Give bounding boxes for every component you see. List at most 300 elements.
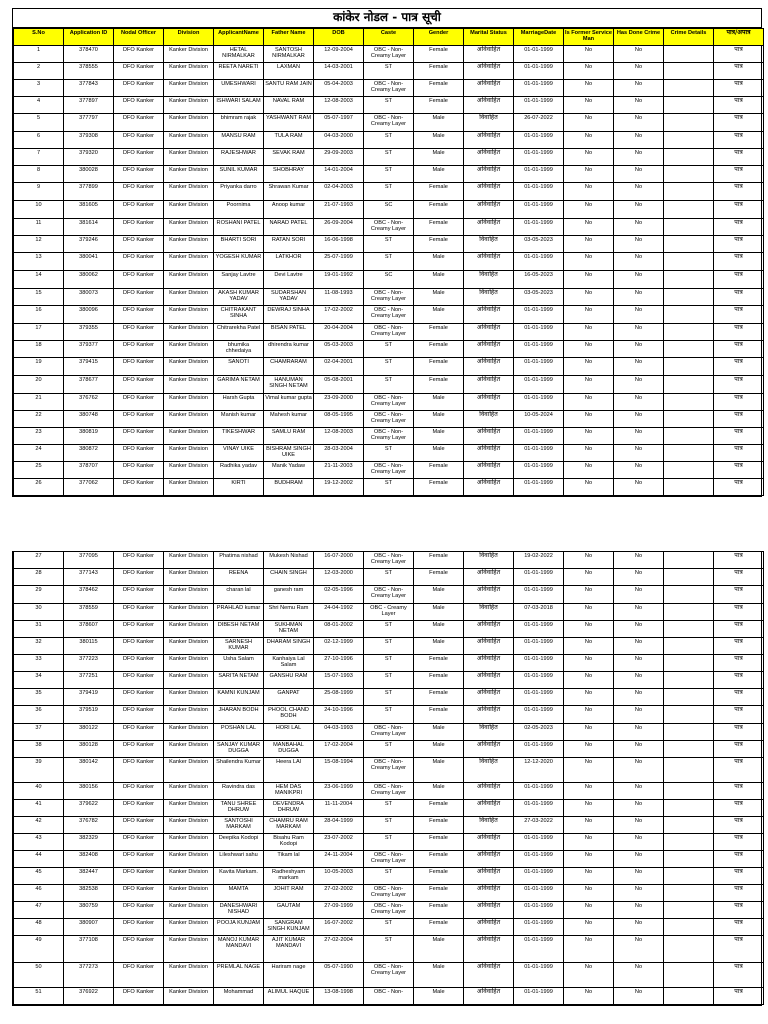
table-cell: BISAN PATEL bbox=[264, 324, 314, 341]
table-cell: No bbox=[564, 341, 614, 358]
table-cell: Female bbox=[414, 97, 464, 114]
table-cell: No bbox=[614, 324, 664, 341]
table-cell: पात्र bbox=[714, 758, 764, 783]
table-cell: Harsh Gupta bbox=[214, 394, 264, 411]
table-cell: 01-01-1999 bbox=[514, 219, 564, 236]
table-cell bbox=[664, 341, 714, 358]
table-cell: 02-05-1996 bbox=[314, 586, 364, 604]
table-cell: 39 bbox=[14, 758, 64, 783]
table-cell: Female bbox=[414, 672, 464, 689]
table-cell: अविवाहित bbox=[464, 868, 514, 885]
table-cell: 12-09-2004 bbox=[314, 46, 364, 63]
table-cell: 41 bbox=[14, 800, 64, 817]
table-cell: Kanker Division bbox=[164, 271, 214, 289]
table-cell: No bbox=[564, 868, 614, 885]
table-cell: DFO Kanker bbox=[114, 817, 164, 834]
table-cell: 12 bbox=[14, 236, 64, 253]
table-cell: 02-04-2003 bbox=[314, 183, 364, 201]
table-cell: OBC - Non-Creamy Layer bbox=[364, 902, 414, 919]
table-cell: 379377 bbox=[64, 341, 114, 358]
table-cell bbox=[664, 586, 714, 604]
table-cell: No bbox=[614, 604, 664, 621]
table-cell: 379246 bbox=[64, 236, 114, 253]
table-cell: 01-01-1999 bbox=[514, 936, 564, 963]
table-cell: Kanker Division bbox=[164, 149, 214, 166]
table-cell: अविवाहित bbox=[464, 936, 514, 963]
table-cell: Male bbox=[414, 758, 464, 783]
table-cell bbox=[664, 201, 714, 219]
table-cell bbox=[664, 394, 714, 411]
table-cell: Female bbox=[414, 800, 464, 817]
table-row bbox=[14, 724, 764, 741]
table-cell: No bbox=[614, 552, 664, 569]
table-cell: पात्र bbox=[714, 63, 764, 80]
table-cell: अविवाहित bbox=[464, 963, 514, 988]
table-cell: पात्र bbox=[714, 689, 764, 706]
table-cell: CHITRAKANT SINHA bbox=[214, 306, 264, 324]
table-cell: 6 bbox=[14, 132, 64, 149]
table-cell: 20-04-2004 bbox=[314, 324, 364, 341]
table-cell: विवाहित bbox=[464, 411, 514, 428]
table-cell: Kanker Division bbox=[164, 604, 214, 621]
table-cell: MANOJ KUMAR MANDAVI bbox=[214, 936, 264, 963]
column-header: Gender bbox=[414, 29, 464, 46]
table-cell: No bbox=[564, 219, 614, 236]
table-cell bbox=[664, 783, 714, 800]
table-cell: TANU SHREE DHRUW bbox=[214, 800, 264, 817]
column-header: Has Done Crime bbox=[614, 29, 664, 46]
table-cell: No bbox=[614, 689, 664, 706]
table-cell: 379308 bbox=[64, 132, 114, 149]
table-cell: Kanker Division bbox=[164, 132, 214, 149]
table-cell: REETA NARETI bbox=[214, 63, 264, 80]
table-cell: OBC - Non-Creamy Layer bbox=[364, 394, 414, 411]
table-cell: OBC - Non-Creamy Layer bbox=[364, 219, 414, 236]
table-cell: No bbox=[564, 817, 614, 834]
table-cell: Deepika Kodopi bbox=[214, 834, 264, 851]
table-cell: NAVAL RAM bbox=[264, 97, 314, 114]
table-cell: 45 bbox=[14, 868, 64, 885]
table-cell: Female bbox=[414, 219, 464, 236]
table-cell: No bbox=[614, 672, 664, 689]
table-cell bbox=[664, 800, 714, 817]
table-cell: DFO Kanker bbox=[114, 114, 164, 132]
table-cell: Poornima bbox=[214, 201, 264, 219]
table-cell: DFO Kanker bbox=[114, 97, 164, 114]
table-cell bbox=[664, 885, 714, 902]
table-cell: ST bbox=[364, 376, 414, 394]
table-cell: विवाहित bbox=[464, 271, 514, 289]
table-cell: No bbox=[614, 132, 664, 149]
table-cell bbox=[664, 80, 714, 97]
table-cell: 24-11-2004 bbox=[314, 851, 364, 868]
table-cell: 37 bbox=[14, 724, 64, 741]
table-cell: DFO Kanker bbox=[114, 462, 164, 479]
table-row bbox=[14, 885, 764, 902]
table-cell: Male bbox=[414, 166, 464, 183]
table-cell: 16 bbox=[14, 306, 64, 324]
table-cell: 377223 bbox=[64, 655, 114, 672]
table-cell: Kanker Division bbox=[164, 885, 214, 902]
table-cell: 40 bbox=[14, 783, 64, 800]
table-cell: OBC - Non-Creamy Layer bbox=[364, 46, 414, 63]
table-cell: Female bbox=[414, 358, 464, 376]
table-cell: 14 bbox=[14, 271, 64, 289]
table-row bbox=[14, 569, 764, 586]
table-cell: 16-07-2000 bbox=[314, 552, 364, 569]
table-cell: DFO Kanker bbox=[114, 149, 164, 166]
table-cell: GANPAT bbox=[264, 689, 314, 706]
table-cell: No bbox=[614, 936, 664, 963]
table-cell: DFO Kanker bbox=[114, 689, 164, 706]
table-cell: 35 bbox=[14, 689, 64, 706]
table-cell: SEVAK RAM bbox=[264, 149, 314, 166]
table-cell bbox=[664, 834, 714, 851]
table-cell: YASHWANT RAM bbox=[264, 114, 314, 132]
table-cell bbox=[664, 306, 714, 324]
table-cell bbox=[664, 741, 714, 758]
table-cell: अविवाहित bbox=[464, 132, 514, 149]
table-cell: Kanker Division bbox=[164, 479, 214, 496]
table-cell: विवाहित bbox=[464, 114, 514, 132]
table-cell: पात्र bbox=[714, 306, 764, 324]
table-cell: DEVENDRA DHRUW bbox=[264, 800, 314, 817]
table-cell: पात्र bbox=[714, 902, 764, 919]
table-cell: 01-01-1999 bbox=[514, 46, 564, 63]
table-cell: Female bbox=[414, 851, 464, 868]
table-cell: 27 bbox=[14, 552, 64, 569]
table-row bbox=[14, 183, 764, 201]
table-cell: DFO Kanker bbox=[114, 604, 164, 621]
table-cell: 05-07-1997 bbox=[314, 114, 364, 132]
table-cell: ST bbox=[364, 706, 414, 724]
table-cell: Female bbox=[414, 201, 464, 219]
table-cell: OBC - Non- bbox=[364, 988, 414, 1005]
table-cell: Hariram nage bbox=[264, 963, 314, 988]
table-cell: No bbox=[564, 834, 614, 851]
table-cell: DFO Kanker bbox=[114, 552, 164, 569]
table-cell: DFO Kanker bbox=[114, 902, 164, 919]
table-cell: Manik Yadaw bbox=[264, 462, 314, 479]
table-cell: 01-01-1999 bbox=[514, 834, 564, 851]
table-cell: पात्र bbox=[714, 988, 764, 1005]
table-cell: OBC - Non-Creamy Layer bbox=[364, 783, 414, 800]
table-cell bbox=[664, 604, 714, 621]
table-cell: Female bbox=[414, 376, 464, 394]
table-cell: Female bbox=[414, 689, 464, 706]
table-cell: पात्र bbox=[714, 672, 764, 689]
table-cell: 43 bbox=[14, 834, 64, 851]
table-cell: पात्र bbox=[714, 97, 764, 114]
table-cell: 11-11-2004 bbox=[314, 800, 364, 817]
table-cell: 376922 bbox=[64, 988, 114, 1005]
table-cell bbox=[664, 569, 714, 586]
table-cell: ST bbox=[364, 834, 414, 851]
table-cell: No bbox=[564, 97, 614, 114]
table-row bbox=[14, 800, 764, 817]
table-cell: No bbox=[564, 569, 614, 586]
table-cell: 377273 bbox=[64, 963, 114, 988]
table-cell: Kanker Division bbox=[164, 800, 214, 817]
column-header: पात्र/अपात्र bbox=[714, 29, 764, 46]
table-cell: No bbox=[564, 902, 614, 919]
table-cell: 11 bbox=[14, 219, 64, 236]
table-cell: No bbox=[614, 219, 664, 236]
table-cell: DFO Kanker bbox=[114, 376, 164, 394]
table-cell: 02-12-1999 bbox=[314, 638, 364, 655]
table-cell: SHOBHRAY bbox=[264, 166, 314, 183]
table-cell: 23-07-2002 bbox=[314, 834, 364, 851]
table-cell: अविवाहित bbox=[464, 586, 514, 604]
table-cell: 379419 bbox=[64, 689, 114, 706]
table-cell: Kanker Division bbox=[164, 817, 214, 834]
table-cell: BISHRAM SINGH UIKE bbox=[264, 445, 314, 462]
table-cell: पात्र bbox=[714, 783, 764, 800]
table-cell: 4 bbox=[14, 97, 64, 114]
table-row bbox=[14, 236, 764, 253]
table-cell: Male bbox=[414, 394, 464, 411]
table-cell: Male bbox=[414, 741, 464, 758]
table-cell: No bbox=[614, 462, 664, 479]
table-cell: DFO Kanker bbox=[114, 963, 164, 988]
table-cell: Kanker Division bbox=[164, 919, 214, 936]
table-cell: No bbox=[564, 638, 614, 655]
column-header: S.No bbox=[14, 29, 64, 46]
table-cell: SC bbox=[364, 271, 414, 289]
table-cell: ST bbox=[364, 63, 414, 80]
table-cell: 16-07-2002 bbox=[314, 919, 364, 936]
table-row bbox=[14, 783, 764, 800]
table-cell: OBC - Non-Creamy Layer bbox=[364, 885, 414, 902]
table-row bbox=[14, 358, 764, 376]
table-cell: ST bbox=[364, 800, 414, 817]
table-cell: 15-08-1994 bbox=[314, 758, 364, 783]
table-cell: पात्र bbox=[714, 358, 764, 376]
table-cell bbox=[664, 271, 714, 289]
table-cell: 01-01-1999 bbox=[514, 428, 564, 445]
table-cell bbox=[664, 114, 714, 132]
table-cell: Male bbox=[414, 724, 464, 741]
table-cell: Male bbox=[414, 149, 464, 166]
table-cell: Devi Lavtre bbox=[264, 271, 314, 289]
table-cell bbox=[664, 445, 714, 462]
table-row bbox=[14, 479, 764, 496]
table-cell: 9 bbox=[14, 183, 64, 201]
table-cell: No bbox=[614, 851, 664, 868]
column-header: Father Name bbox=[264, 29, 314, 46]
table-cell: 380028 bbox=[64, 166, 114, 183]
table-cell: 377108 bbox=[64, 936, 114, 963]
table-cell: ganesh ram bbox=[264, 586, 314, 604]
table-cell: 21-07-1993 bbox=[314, 201, 364, 219]
table-row bbox=[14, 289, 764, 306]
table-cell: 379622 bbox=[64, 800, 114, 817]
table-cell: ISHWARI SALAM bbox=[214, 97, 264, 114]
table-cell: अविवाहित bbox=[464, 851, 514, 868]
table-cell: 01-01-1999 bbox=[514, 919, 564, 936]
table-cell: 08-01-2002 bbox=[314, 621, 364, 638]
table-cell: DFO Kanker bbox=[114, 885, 164, 902]
table-row bbox=[14, 462, 764, 479]
table-cell: Bisahu Ram Kodopi bbox=[264, 834, 314, 851]
table-cell: No bbox=[614, 479, 664, 496]
table-cell: पात्र bbox=[714, 394, 764, 411]
table-row bbox=[14, 219, 764, 236]
table-cell: AKASH KUMAR YADAV bbox=[214, 289, 264, 306]
table-cell: No bbox=[614, 46, 664, 63]
table-cell: पात्र bbox=[714, 724, 764, 741]
table-cell bbox=[664, 324, 714, 341]
table-cell: पात्र bbox=[714, 324, 764, 341]
table-cell: Kavita Markam. bbox=[214, 868, 264, 885]
table-cell bbox=[664, 919, 714, 936]
table-cell: अविवाहित bbox=[464, 741, 514, 758]
table-cell: No bbox=[614, 306, 664, 324]
table-row bbox=[14, 834, 764, 851]
table-cell: DFO Kanker bbox=[114, 253, 164, 271]
table-row bbox=[14, 919, 764, 936]
table-cell: No bbox=[564, 114, 614, 132]
table-cell: ST bbox=[364, 341, 414, 358]
table-cell: ST bbox=[364, 638, 414, 655]
table-cell: MANSU RAM bbox=[214, 132, 264, 149]
table-cell: 377797 bbox=[64, 114, 114, 132]
table-cell: 380872 bbox=[64, 445, 114, 462]
table-cell: No bbox=[564, 586, 614, 604]
eligible-list-page-2 bbox=[12, 551, 762, 1006]
table-cell: 01-01-1999 bbox=[514, 689, 564, 706]
table-cell: अविवाहित bbox=[464, 183, 514, 201]
table-cell: Kanker Division bbox=[164, 741, 214, 758]
table-cell: Shailendra Kumar bbox=[214, 758, 264, 783]
table-cell: पात्र bbox=[714, 817, 764, 834]
table-cell: अविवाहित bbox=[464, 462, 514, 479]
table-cell: 379519 bbox=[64, 706, 114, 724]
table-cell: Vimal kumar gupta bbox=[264, 394, 314, 411]
table-cell: No bbox=[614, 114, 664, 132]
table-cell: Kanker Division bbox=[164, 341, 214, 358]
table-cell: 380096 bbox=[64, 306, 114, 324]
table-cell: अविवाहित bbox=[464, 706, 514, 724]
table-cell: 25 bbox=[14, 462, 64, 479]
table-cell: 01-01-1999 bbox=[514, 201, 564, 219]
table-cell: OBC - Non-Creamy Layer bbox=[364, 411, 414, 428]
table-cell: No bbox=[614, 586, 664, 604]
table-cell: 01-01-1999 bbox=[514, 868, 564, 885]
table-cell: अविवाहित bbox=[464, 479, 514, 496]
table-cell: PRAHLAD kumar bbox=[214, 604, 264, 621]
table-cell: 13-08-1998 bbox=[314, 988, 364, 1005]
table-cell: DFO Kanker bbox=[114, 394, 164, 411]
table-cell: DFO Kanker bbox=[114, 655, 164, 672]
table-cell: BUDHRAM bbox=[264, 479, 314, 496]
table-cell: No bbox=[564, 604, 614, 621]
table-cell: DFO Kanker bbox=[114, 800, 164, 817]
table-cell: Kanker Division bbox=[164, 462, 214, 479]
table-cell: DFO Kanker bbox=[114, 758, 164, 783]
table-cell: पात्र bbox=[714, 462, 764, 479]
table-cell: Phatima nishad bbox=[214, 552, 264, 569]
table-cell bbox=[664, 253, 714, 271]
table-cell: 18 bbox=[14, 341, 64, 358]
table-cell: Kanker Division bbox=[164, 183, 214, 201]
table-row bbox=[14, 902, 764, 919]
table-row bbox=[14, 376, 764, 394]
table-cell: Kanker Division bbox=[164, 724, 214, 741]
table-cell: Kanker Division bbox=[164, 306, 214, 324]
table-cell: 01-01-1999 bbox=[514, 306, 564, 324]
table-cell: Male bbox=[414, 306, 464, 324]
table-cell: OBC - Non-Creamy Layer bbox=[364, 462, 414, 479]
table-cell: SANOTI bbox=[214, 358, 264, 376]
table-cell: SANGRAM SINGH KUNJAM bbox=[264, 919, 314, 936]
table-cell: 19 bbox=[14, 358, 64, 376]
table-cell: DFO Kanker bbox=[114, 988, 164, 1005]
table-cell: अविवाहित bbox=[464, 638, 514, 655]
table-cell: पात्र bbox=[714, 114, 764, 132]
table-cell: 23-06-1999 bbox=[314, 783, 364, 800]
table-cell: 25-07-1999 bbox=[314, 253, 364, 271]
table-cell: पात्र bbox=[714, 236, 764, 253]
table-cell: 380128 bbox=[64, 741, 114, 758]
table-cell: DFO Kanker bbox=[114, 919, 164, 936]
table-cell: Ravindra das bbox=[214, 783, 264, 800]
table-cell: SANTOSHI MARKAM bbox=[214, 817, 264, 834]
table-cell: NARAD PATEL bbox=[264, 219, 314, 236]
table-cell: 379320 bbox=[64, 149, 114, 166]
table-cell: Female bbox=[414, 236, 464, 253]
table-cell: 20 bbox=[14, 376, 64, 394]
column-header: Application ID bbox=[64, 29, 114, 46]
table-cell: Radheshyam markam bbox=[264, 868, 314, 885]
table-cell: अविवाहित bbox=[464, 428, 514, 445]
table-cell: 04-03-2000 bbox=[314, 132, 364, 149]
table-cell: पात्र bbox=[714, 201, 764, 219]
table-cell: No bbox=[614, 741, 664, 758]
table-cell bbox=[664, 655, 714, 672]
table-cell: HANUMAN SINGH NETAM bbox=[264, 376, 314, 394]
table-cell: 01-01-1999 bbox=[514, 166, 564, 183]
table-cell: 01-01-1999 bbox=[514, 885, 564, 902]
table-cell: Kanker Division bbox=[164, 963, 214, 988]
table-cell: Kanker Division bbox=[164, 114, 214, 132]
table-cell: 12-08-2003 bbox=[314, 97, 364, 114]
table-cell: अविवाहित bbox=[464, 341, 514, 358]
table-cell: 05-03-2003 bbox=[314, 341, 364, 358]
table-row bbox=[14, 97, 764, 114]
table-cell: पात्र bbox=[714, 80, 764, 97]
table-cell: 16-05-2023 bbox=[514, 271, 564, 289]
table-cell: Female bbox=[414, 341, 464, 358]
table-cell: अविवाहित bbox=[464, 569, 514, 586]
table-cell: Kanker Division bbox=[164, 219, 214, 236]
table-cell: 10-05-2003 bbox=[314, 868, 364, 885]
table-cell: OBC - Non-Creamy Layer bbox=[364, 758, 414, 783]
table-row bbox=[14, 46, 764, 63]
table-cell: No bbox=[564, 919, 614, 936]
table-cell: PREMLAL NAGE bbox=[214, 963, 264, 988]
table-cell: पात्र bbox=[714, 479, 764, 496]
table-cell: अविवाहित bbox=[464, 80, 514, 97]
table-cell: 15 bbox=[14, 289, 64, 306]
table-cell: No bbox=[614, 236, 664, 253]
table-cell: पात्र bbox=[714, 604, 764, 621]
table-cell: DFO Kanker bbox=[114, 479, 164, 496]
table-cell: अविवाहित bbox=[464, 219, 514, 236]
table-cell bbox=[664, 552, 714, 569]
table-cell: Male bbox=[414, 289, 464, 306]
table-cell: No bbox=[564, 428, 614, 445]
